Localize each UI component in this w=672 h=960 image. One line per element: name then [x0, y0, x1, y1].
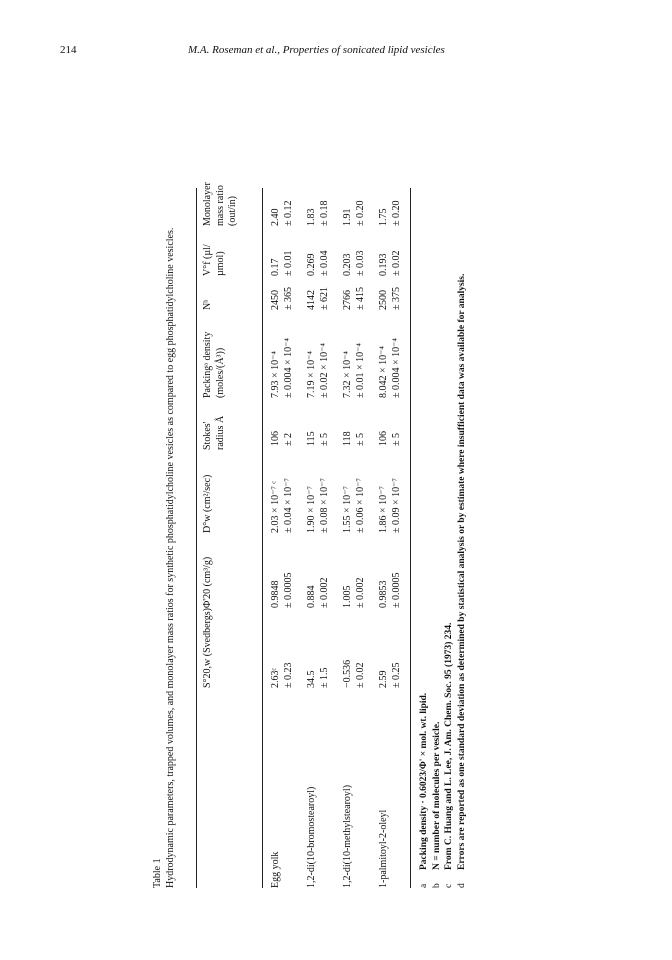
- table-cell-value: 2450: [270, 290, 281, 310]
- row-label: 1,2-di(10-methylstearoyl): [342, 784, 353, 888]
- table-cell-error: ± 0.06 × 10⁻⁷: [355, 478, 366, 533]
- table-cell-value: 2766: [342, 290, 353, 310]
- col-header-trapped-volume: V°f (µl/µmol): [202, 244, 226, 276]
- footnote: [443, 168, 456, 888]
- table-cell-value: 2.59: [378, 670, 389, 688]
- table-cell-value: 4142: [306, 290, 317, 310]
- table-cell-error: ± 0.02: [355, 662, 366, 688]
- table-cell-value: 0.884: [306, 585, 317, 608]
- table-cell-value: 1.55 × 10⁻⁷: [342, 486, 353, 533]
- table-cell-value: 7.19 × 10⁻⁴: [306, 351, 317, 398]
- table-header-rule: [262, 188, 263, 888]
- table-cell-error: ± 0.004 × 10⁻⁴: [283, 338, 294, 398]
- table-cell-error: ± 5: [355, 433, 366, 446]
- table-cell-error: ± 0.03: [355, 250, 366, 276]
- table-cell-error: ± 0.002: [355, 577, 366, 608]
- table-cell-value: 2.03 × 10⁻⁷ ᶜ: [270, 481, 281, 533]
- table-cell-error: ± 5: [319, 433, 330, 446]
- table-cell-value: 1.86 × 10⁻⁷: [378, 486, 389, 533]
- table-cell-error: ± 1.5: [319, 667, 330, 688]
- table-cell-value: 0.203: [342, 253, 353, 276]
- table-cell-error: ± 375: [391, 287, 402, 310]
- table-cell-error: ± 2: [283, 433, 294, 446]
- table-cell-value: 7.32 × 10⁻⁴: [342, 351, 353, 398]
- table-cell-value: 1.75: [378, 208, 389, 226]
- table-cell-error: ± 0.0005: [283, 572, 294, 608]
- table-cell-error: ± 0.01 × 10⁻⁴: [355, 343, 366, 398]
- page-number: 214: [60, 44, 77, 56]
- table-cell-value: 7.93 × 10⁻⁴: [270, 351, 281, 398]
- col-header-partial-volume: Φ'20 (cm³/g): [202, 556, 213, 608]
- col-header-sedimentation: S°20,w (Svedbergs): [202, 608, 213, 688]
- row-label: Egg yolk: [270, 851, 281, 888]
- footnote: [418, 168, 431, 888]
- table-cell-value: 8.042 × 10⁻⁴: [378, 346, 389, 398]
- table-cell-value: 0.193: [378, 253, 389, 276]
- table-cell-error: ± 0.04 × 10⁻⁷: [283, 478, 294, 533]
- table-cell-value: 115: [306, 431, 317, 446]
- footnote: [431, 168, 444, 888]
- table-cell-error: ± 0.12: [283, 200, 294, 226]
- table-label: Table 1: [152, 858, 163, 888]
- footnote-key: a: [419, 883, 429, 888]
- table-cell-value: 34.5: [306, 670, 317, 688]
- footnote-key: d: [456, 883, 467, 888]
- rotated-table-block: [152, 168, 522, 888]
- table-cell-value: 0.269: [306, 253, 317, 276]
- col-header-mass-ratio: Monolayer mass ratio (out/in): [202, 182, 238, 226]
- table-cell-error: ± 0.01: [283, 250, 294, 276]
- table-cell-error: ± 0.002: [319, 577, 330, 608]
- table-cell-value: 106: [270, 431, 281, 446]
- running-title: M.A. Roseman et al., Properties of sonicated lipid vesicles: [188, 44, 445, 56]
- table-cell-value: 1.005: [342, 585, 353, 608]
- table-cell-error: ± 0.23: [283, 662, 294, 688]
- table-cell-error: ± 0.08 × 10⁻⁷: [319, 478, 330, 533]
- table-caption: [152, 168, 177, 888]
- table-cell-error: ± 0.02: [391, 250, 402, 276]
- footnote-key: b: [431, 883, 442, 888]
- table-cell-error: ± 0.04: [319, 250, 330, 276]
- footnote-text: Packing density · 0.6023/Φ' × mol. wt. lipid.: [419, 692, 429, 870]
- table-cell-error: ± 0.02 × 10⁻⁴: [319, 343, 330, 398]
- table-cell-error: ± 0.09 × 10⁻⁷: [391, 478, 402, 533]
- col-header-n: Nᵇ: [202, 299, 213, 310]
- table-cell-error: ± 0.0005: [391, 572, 402, 608]
- table-cell-error: ± 621: [319, 287, 330, 310]
- col-header-packing-density: Packingᵃ density (moles/(Å³)): [202, 331, 226, 398]
- table-cell-error: ± 0.18: [319, 200, 330, 226]
- row-label: 1,2-di(10-bromostearoyl): [306, 786, 317, 888]
- row-label: 1-palmitoyl-2-oleyl: [378, 809, 389, 888]
- table-cell-value: 2500: [378, 290, 389, 310]
- table-caption-text: Hydrodynamic parameters, trapped volumes, and monolayer mass ratios for synthetic phosphatidylcholine vesicles as compared to egg phosphatidylcholine vesicles.: [164, 227, 176, 888]
- table-cell-error: ± 0.20: [391, 200, 402, 226]
- table-cell-error: ± 0.25: [391, 662, 402, 688]
- footnote-text: From C. Huang and L. Lee, J. Am. Chem. Soc. 95 (1973) 234.: [444, 622, 454, 870]
- table-cell-value: −0.536: [342, 659, 353, 688]
- table-cell-error: ± 365: [283, 287, 294, 310]
- table-cell-error: ± 415: [355, 287, 366, 310]
- table-cell-error: ± 5: [391, 433, 402, 446]
- table-bottom-rule: [410, 188, 411, 888]
- col-header-diffusion: D°w (cm²/sec): [202, 474, 213, 533]
- table-cell-value: 2.40: [270, 208, 281, 226]
- table-top-rule: [196, 188, 197, 888]
- table-cell-value: 118: [342, 431, 353, 446]
- footnotes: [418, 168, 468, 888]
- table-cell-value: 0.9848: [270, 580, 281, 608]
- table-cell-value: 1.91: [342, 208, 353, 226]
- page-header: [60, 44, 620, 60]
- footnote-key: c: [444, 883, 454, 888]
- footnote: [456, 168, 469, 888]
- footnote-text: Errors are reported as one standard deviation as determined by statistical analysis or by estimate where insufficient data was available for analysis.: [456, 273, 467, 870]
- table-cell-value: 0.17: [270, 258, 281, 276]
- table-cell-value: 1.90 × 10⁻⁷: [306, 486, 317, 533]
- table-cell-error: ± 0.004 × 10⁻⁴: [391, 338, 402, 398]
- footnote-text: N = number of molecules per vesicle.: [431, 721, 442, 870]
- col-header-stokes-radius: Stokes' radius Å: [202, 415, 226, 450]
- table-cell-value: 1.83: [306, 208, 317, 226]
- table-cell-value: 2.63ᶜ: [270, 667, 281, 688]
- table-cell-error: ± 0.20: [355, 200, 366, 226]
- table-cell-value: 106: [378, 431, 389, 446]
- table-cell-value: 0.9853: [378, 580, 389, 608]
